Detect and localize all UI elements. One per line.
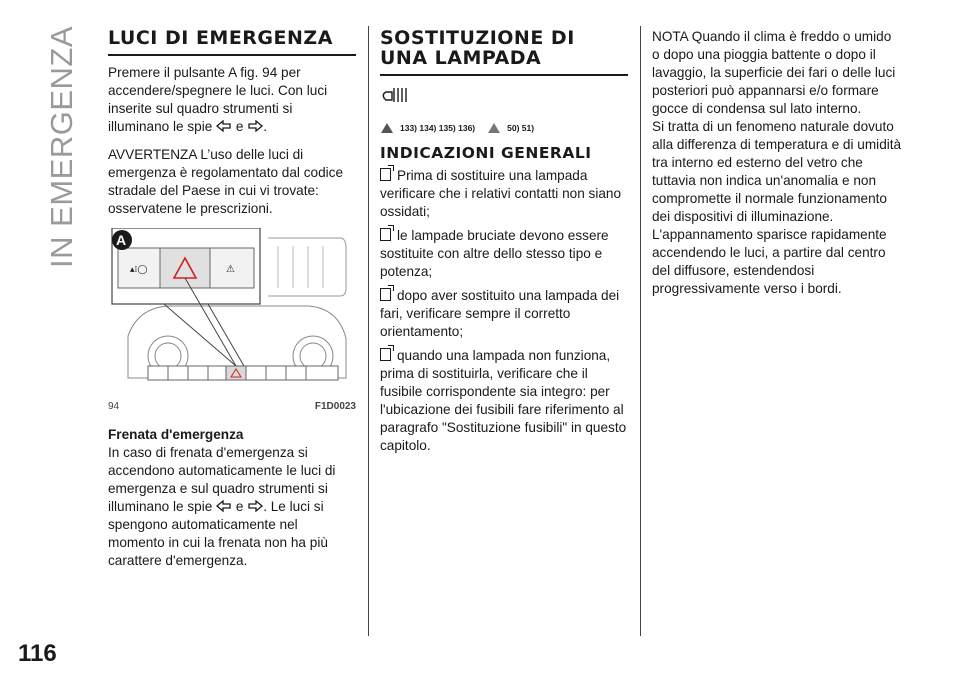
text: Prima di sostituire una lampada verificare che i relativi contatti non siano ossidati; — [380, 168, 622, 219]
turn-left-indicator-icon — [216, 500, 232, 512]
paragraph-hazard-button — [108, 64, 356, 136]
bullet-item — [380, 347, 628, 455]
page-number: 116 — [18, 640, 57, 667]
column-divider — [640, 26, 641, 636]
callout-label-a: A — [116, 232, 127, 248]
bullet-item — [380, 227, 628, 281]
column-divider — [368, 26, 369, 636]
references-row — [380, 119, 628, 137]
heading-general-information: INDICAZIONI GENERALI — [380, 144, 592, 162]
figure-number: 94 — [108, 401, 120, 412]
paragraph-warning: AVVERTENZA L’uso delle luci di emergenza è regolamentato dal codice stradale del Paese in cui vi trovate: osservatene le prescrizioni. — [108, 147, 344, 216]
text: e — [235, 119, 244, 134]
svg-text:▴⁞◯: ▴⁞◯ — [130, 265, 148, 275]
turn-right-indicator-icon — [247, 500, 263, 512]
bullet-icon — [380, 288, 391, 301]
svg-text:⚠: ⚠ — [226, 264, 235, 275]
dashboard-illustration — [108, 228, 356, 396]
bullet-icon — [380, 228, 391, 241]
paragraph-natural-phenomenon: Si tratta di un fenomeno naturale dovuto alla differenza di temperatura e di umidità tra interno ed esterno del vetro che tuttavia non indica un'anomalia e non compromette il normale funzionamento dei dispositivi di illuminazione. L'appannamento sparisce rapidamente accendendo le luci, a partire dal centro del diffusore, estendendosi progressivamente verso i bordi. — [652, 119, 902, 296]
note-references: 50) 51) — [507, 123, 535, 133]
bullet-icon — [380, 348, 391, 361]
lamp-icon — [380, 84, 410, 106]
text: e — [235, 499, 244, 514]
figure-code: F1D0023 — [314, 401, 356, 412]
heading-emergency-lights: LUCI DI EMERGENZA — [108, 28, 356, 56]
note-icon — [487, 122, 501, 134]
figure-94 — [108, 228, 356, 396]
column-1 — [108, 28, 356, 580]
bullet-item — [380, 287, 628, 341]
text: Premere il pulsante A fig. 94 per accendere/spegnere le luci. Con luci inserite sul quadro strumenti si illuminano le spie — [108, 65, 328, 134]
figure-caption — [108, 398, 356, 416]
paragraph-note: NOTA Quando il clima è freddo o umido o dopo una pioggia battente o dopo il lavaggio, la superficie dei fari o delle luci posteriori può appannarsi e/o formare gocce di condensa sul lato interno. — [652, 29, 896, 116]
warning-icon — [380, 122, 394, 134]
warning-references: 133) 134) 135) 136) — [400, 123, 476, 133]
turn-right-indicator-icon — [247, 120, 263, 132]
text: dopo aver sostituito una lampada dei fari, verificare sempre il corretto orientamento; — [380, 288, 620, 339]
heading-lamp-replacement: SOSTITUZIONE DI UNA LAMPADA — [380, 28, 628, 76]
turn-left-indicator-icon — [216, 120, 232, 132]
section-side-title: IN EMERGENZA — [44, 26, 79, 268]
bullet-item — [380, 167, 628, 221]
text: . Le luci si spengono automaticamente nel momento in cui la frenata non ha più carattere d'emergenza. — [108, 499, 328, 568]
bullet-icon — [380, 168, 391, 181]
text: le lampade bruciate devono essere sostituite con altre dello stesso tipo e potenza; — [380, 228, 609, 279]
text: quando una lampada non funziona, prima di sostituirla, verificare che il fusibile corrispondente sia integro: per l'ubicazione dei fusibili fare riferimento al paragrafo "Sostituzione fusibili" in questo capitolo. — [380, 348, 627, 453]
column-3 — [652, 28, 902, 308]
text: In caso di frenata d'emergenza si accendono automaticamente le luci di emergenza e sul quadro strumenti si illuminano le spie — [108, 445, 336, 514]
column-2 — [380, 28, 628, 461]
subheading-emergency-braking: Frenata d'emergenza — [108, 427, 244, 442]
paragraph-emergency-braking — [108, 444, 356, 570]
text: . — [263, 119, 267, 134]
